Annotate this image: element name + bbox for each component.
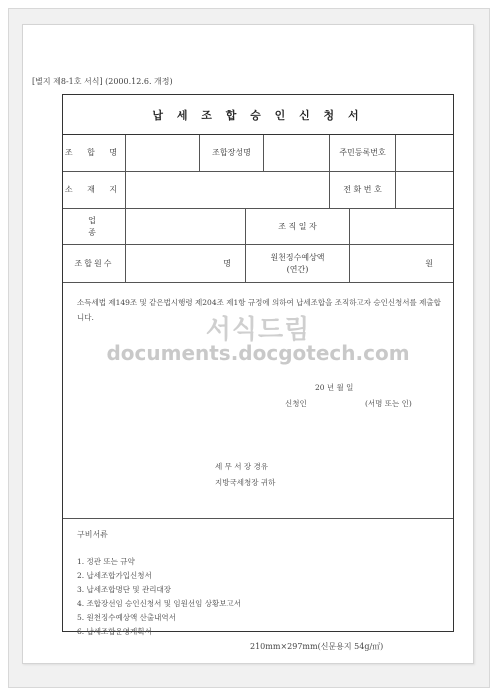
field-location[interactable] [125, 172, 329, 208]
applicant-label: 신청인 [285, 399, 307, 408]
label-phone: 전 화 번 호 [329, 172, 395, 208]
row-location [63, 172, 453, 209]
attachment-item: 1. 정관 또는 규약 [77, 557, 135, 566]
field-union-name[interactable] [125, 135, 199, 171]
label-business-type: 업 종 [88, 215, 114, 237]
form-number-note: [별지 제8-1호 서식] (2000.12.6. 개정) [32, 77, 173, 86]
attachment-item: 2. 납세조합가입신청서 [77, 571, 152, 580]
label-chairman-name: 조합장성명 [199, 135, 263, 171]
watermark-korean: 서식드림 [205, 315, 311, 345]
field-organized-date[interactable] [349, 209, 455, 244]
attachments-list [77, 555, 241, 639]
label-location: 소 재 지 [64, 185, 124, 194]
attachment-item: 6. 납세조합운영계획서 [77, 627, 152, 636]
field-phone[interactable] [395, 172, 455, 208]
label-member-count: 조합원수 [74, 258, 114, 268]
recipient-regional-office: 지방국세청장 귀하 [215, 478, 276, 487]
label-union-name: 조 합 명 [64, 148, 124, 157]
unit-won: 원 [425, 258, 433, 268]
row-business-type [63, 209, 453, 245]
label-organized-date: 조 직 일 자 [245, 209, 349, 244]
recipient-tax-office: 세 무 서 장 경유 [215, 462, 269, 471]
field-expected-withholding[interactable] [349, 245, 455, 282]
date-line: 20 년 월 일 [315, 383, 354, 392]
row-union-name [63, 135, 453, 172]
unit-persons: 명 [223, 258, 231, 268]
row-members [63, 245, 453, 283]
declaration-text: 소득세법 제149조 및 같은법시행령 제204조 제1항 규정에 의하여 납세조합을 조직하고자 승인신청서를 제출합니다. [77, 298, 441, 322]
form-title: 납 세 조 합 승 인 신 청 서 [63, 95, 453, 135]
field-chairman-name[interactable] [263, 135, 329, 171]
label-resident-number: 주민등록번호 [329, 135, 395, 171]
attachment-item: 5. 원천징수예상액 산출내역서 [77, 613, 176, 622]
declaration-section [63, 283, 453, 519]
attachment-item: 3. 납세조합명단 및 관리대장 [77, 585, 172, 594]
attachments-section [63, 519, 453, 636]
watermark-url: documents.docgotech.com [106, 341, 410, 365]
attachment-item: 4. 조합장선임 승인신청서 및 임원선임 상황보고서 [77, 599, 241, 608]
paper-size-note: 210mm×297mm(신문용지 54g/㎡) [250, 642, 384, 651]
label-expected-withholding: 원천징수예상액 (연간) [245, 245, 349, 282]
application-form [62, 94, 454, 636]
signature-label: (서명 또는 인) [365, 399, 412, 408]
field-business-type[interactable] [125, 209, 245, 244]
field-resident-number[interactable] [395, 135, 455, 171]
field-member-count[interactable] [125, 245, 245, 282]
attachments-title: 구비서류 [77, 530, 108, 539]
